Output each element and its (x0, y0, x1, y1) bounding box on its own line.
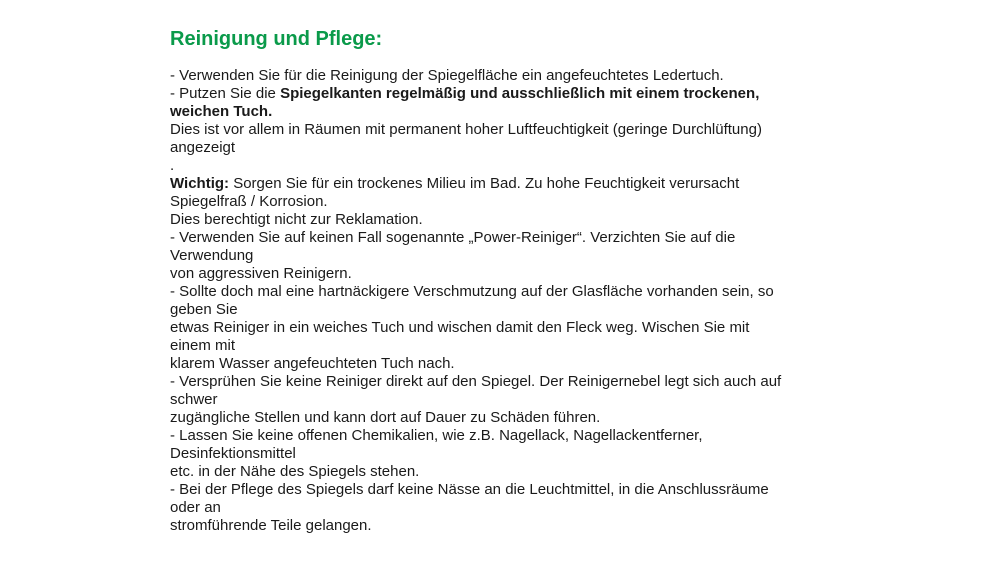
text-fragment: - Putzen Sie die (170, 85, 281, 102)
text-line: Dies ist vor allem in Räumen mit permanent hoher Luftfeuchtigkeit (geringe Durchlüftung) (170, 121, 762, 138)
text-line (170, 85, 830, 103)
bold-text: weichen Tuch. (170, 103, 273, 120)
text-line: etwas Reiniger in ein weiches Tuch und wischen damit den Fleck weg. Wischen Sie mit (170, 319, 750, 336)
text-line (170, 103, 830, 121)
section-heading: Reinigung und Pflege: (170, 28, 383, 50)
text-fragment: Sorgen Sie für ein trockenes Milieu im Bad. Zu hohe Feuchtigkeit verursacht (229, 175, 740, 192)
text-line: - Bei der Pflege des Spiegels darf keine Nässe an die Leuchtmittel, in die Anschlussräume (170, 481, 769, 498)
text-line: - Verwenden Sie auf keinen Fall sogenannte „Power-Reiniger“. Verzichten Sie auf die (170, 229, 736, 246)
document (170, 26, 830, 535)
text-line: geben Sie (170, 301, 238, 318)
text-line: . (170, 157, 175, 174)
text-line: Verwendung (170, 247, 254, 264)
text-line: von aggressiven Reinigern. (170, 265, 352, 282)
bold-text: Spiegelkanten regelmäßig und ausschließlich mit einem trockenen, (280, 85, 760, 102)
text-line: stromführende Teile gelangen. (170, 517, 372, 534)
text-line: oder an (170, 499, 221, 516)
text-line: Spiegelfraß / Korrosion. (170, 193, 328, 210)
important-label: Wichtig: (170, 175, 230, 192)
text-line (170, 175, 830, 193)
text-line: klarem Wasser angefeuchteten Tuch nach. (170, 355, 455, 372)
text-line: zugängliche Stellen und kann dort auf Dauer zu Schäden führen. (170, 409, 601, 426)
text-line: Desinfektionsmittel (170, 445, 296, 462)
text-line: - Sollte doch mal eine hartnäckigere Verschmutzung auf der Glasfläche vorhanden sein, so (170, 283, 774, 300)
text-line: etc. in der Nähe des Spiegels stehen. (170, 463, 420, 480)
text-line: - Lassen Sie keine offenen Chemikalien, wie z.B. Nagellack, Nagellackentferner, (170, 427, 703, 444)
text-line: Dies berechtigt nicht zur Reklamation. (170, 211, 423, 228)
text-line: angezeigt (170, 139, 236, 156)
text-line: - Verwenden Sie für die Reinigung der Spiegelfläche ein angefeuchtetes Ledertuch. (170, 67, 724, 84)
text-line: schwer (170, 391, 218, 408)
text-line: - Versprühen Sie keine Reiniger direkt auf den Spiegel. Der Reinigernebel legt sich auch auf (170, 373, 782, 390)
body-text (170, 67, 830, 535)
text-line: einem mit (170, 337, 236, 354)
